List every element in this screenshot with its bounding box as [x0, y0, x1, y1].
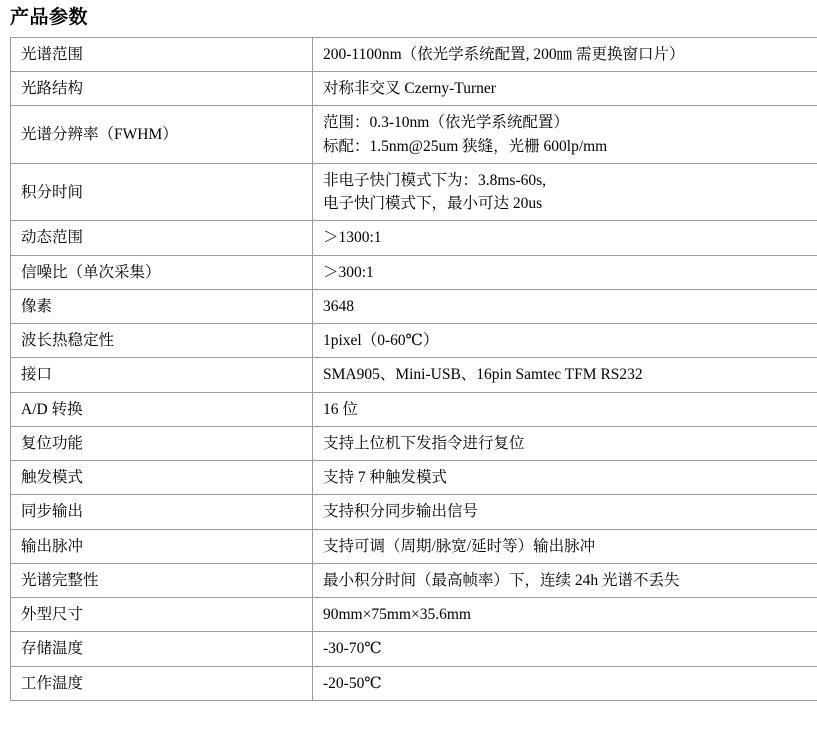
spec-value: [313, 632, 817, 666]
table-row: [11, 426, 817, 460]
spec-value-line: 对称非交叉 Czerny-Turner: [323, 77, 817, 100]
spec-value-line: -20-50℃: [323, 672, 817, 695]
spec-value-line: ＞1300:1: [323, 226, 817, 249]
spec-value: [313, 358, 817, 392]
spec-label: 复位功能: [11, 426, 313, 460]
product-spec-table: [10, 37, 817, 701]
spec-value-line: 电子快门模式下，最小可达 20us: [323, 192, 817, 215]
spec-value: [313, 289, 817, 323]
spec-label: 光谱范围: [11, 37, 313, 71]
table-row: [11, 358, 817, 392]
spec-value-line: 支持可调（周期/脉宽/延时等）输出脉冲: [323, 535, 817, 558]
spec-label: 光谱完整性: [11, 563, 313, 597]
spec-label: 光谱分辨率（FWHM）: [11, 106, 313, 164]
spec-value: [313, 392, 817, 426]
spec-value-line: 范围：0.3-10nm（依光学系统配置）: [323, 111, 817, 134]
spec-value-line: SMA905、Mini-USB、16pin Samtec TFM RS232: [323, 363, 817, 386]
table-row: [11, 255, 817, 289]
spec-label: 外型尺寸: [11, 598, 313, 632]
table-row: [11, 72, 817, 106]
spec-value-line: 标配：1.5nm@25um 狭缝，光栅 600lp/mm: [323, 135, 817, 158]
table-row: [11, 563, 817, 597]
table-row: [11, 163, 817, 221]
spec-value: [313, 563, 817, 597]
spec-value: [313, 106, 817, 164]
spec-value-line: 1pixel（0-60℃）: [323, 329, 817, 352]
spec-label: 动态范围: [11, 221, 313, 255]
spec-label: 触发模式: [11, 461, 313, 495]
spec-label: 积分时间: [11, 163, 313, 221]
spec-value: [313, 529, 817, 563]
page-title: 产品参数: [10, 8, 817, 29]
table-row: [11, 495, 817, 529]
spec-label: 同步输出: [11, 495, 313, 529]
spec-value: [313, 221, 817, 255]
spec-value-line: 16 位: [323, 398, 817, 421]
spec-value: [313, 461, 817, 495]
table-row: [11, 106, 817, 164]
document-page: [0, 8, 817, 750]
spec-label: 工作温度: [11, 666, 313, 700]
table-row: [11, 392, 817, 426]
spec-value-line: 90mm×75mm×35.6mm: [323, 603, 817, 626]
spec-value: [313, 666, 817, 700]
spec-value: [313, 163, 817, 221]
spec-value: [313, 598, 817, 632]
spec-value: [313, 324, 817, 358]
table-row: [11, 324, 817, 358]
spec-label: 波长热稳定性: [11, 324, 313, 358]
spec-value-line: ＞300:1: [323, 261, 817, 284]
table-row: [11, 598, 817, 632]
spec-value-line: 200-1100nm（依光学系统配置, 200㎚ 需更换窗口片）: [323, 43, 817, 66]
spec-label: 像素: [11, 289, 313, 323]
spec-value-line: 支持上位机下发指令进行复位: [323, 432, 817, 455]
table-row: [11, 289, 817, 323]
table-body: [11, 37, 817, 700]
table-row: [11, 666, 817, 700]
spec-value-line: 支持积分同步输出信号: [323, 500, 817, 523]
spec-value-line: 3648: [323, 295, 817, 318]
spec-value: [313, 426, 817, 460]
spec-value-line: 支持 7 种触发模式: [323, 466, 817, 489]
spec-value: [313, 72, 817, 106]
spec-value: [313, 495, 817, 529]
spec-label: 接口: [11, 358, 313, 392]
spec-value-line: 非电子快门模式下为：3.8ms-60s,: [323, 169, 817, 192]
spec-label: 存储温度: [11, 632, 313, 666]
spec-value-line: -30-70℃: [323, 637, 817, 660]
spec-value-line: 最小积分时间（最高帧率）下，连续 24h 光谱不丢失: [323, 569, 817, 592]
spec-value: [313, 255, 817, 289]
table-row: [11, 529, 817, 563]
spec-label: A/D 转换: [11, 392, 313, 426]
spec-label: 光路结构: [11, 72, 313, 106]
spec-value: [313, 37, 817, 71]
table-row: [11, 632, 817, 666]
table-row: [11, 461, 817, 495]
spec-label: 输出脉冲: [11, 529, 313, 563]
table-row: [11, 37, 817, 71]
spec-label: 信噪比（单次采集）: [11, 255, 313, 289]
table-row: [11, 221, 817, 255]
